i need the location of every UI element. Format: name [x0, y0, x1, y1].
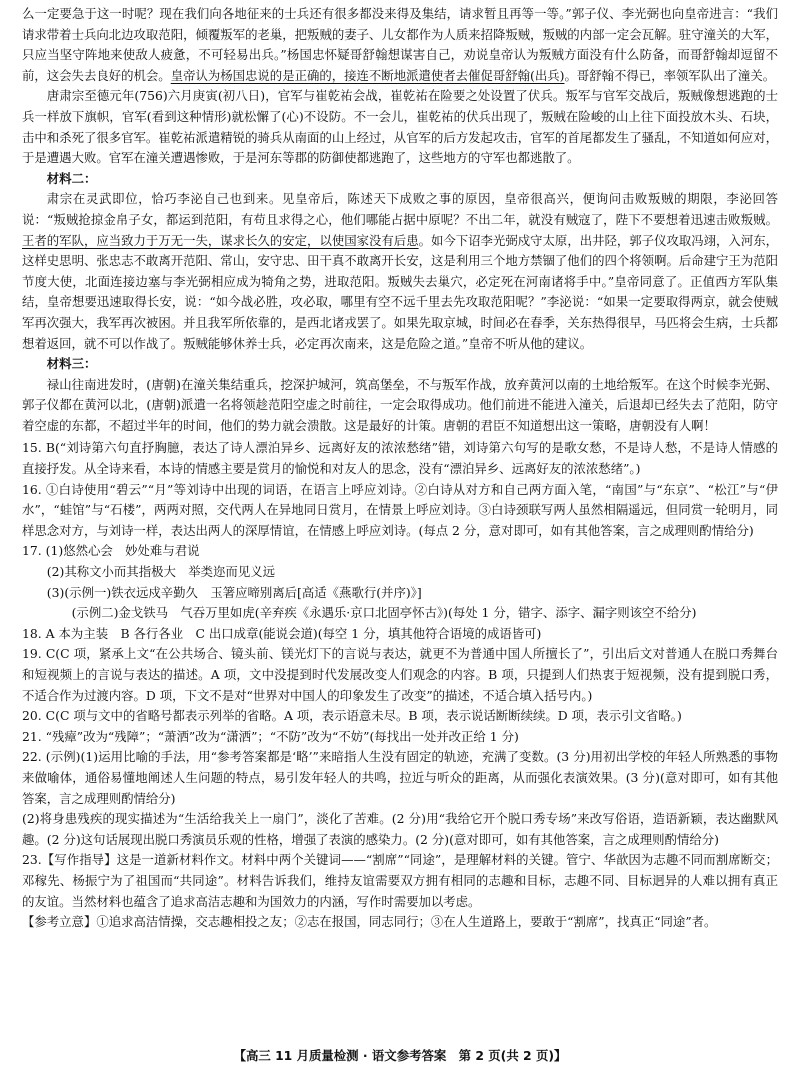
material3-heading: 材料三：: [46, 356, 97, 372]
material3-paragraph: 禄山往南进发时，(唐朝)在潼关集结重兵，挖深护城河，筑高堡垒，不与叛军作战，放弃黄河以南的土地给叛军。在这个时候李光弼、郭子仪都在黄河以北，(唐朝)派遣一名将领趁范阳空虚之时前往，一定会取得成功。他们前进不能进入潼关，后退却已经失去了范阳，防守着空虚的东都，不超过半年的时间，他们的势力就会溃散。这是最好的计策。唐朝的君臣不知道想出这一策略，唐朝没有人啊！: [22, 376, 778, 433]
answer-19: 19. C(C 项，紧承上文“在公共场合、镜头前、镁光灯下的言说与表达，就更不为普通中国人所擅长了”，引出后文对普通人在脱口秀舞台和短视频上的言说与表达的描述。A 项，文中没提到时代发展改变人们观念的内容。B 项，只提到人们热衷于短视频，没有提到脱口秀，不适合作为过渡内容。D 项，下文不是对“世界对中国人的印象发生了改变”的描述，不适合填入括号内。): [22, 646, 778, 703]
underlined-sentence: 王者的军队，应当致力于万无一失，谋求长久的安定，以使国家没有后患: [22, 232, 419, 248]
underlined-sentence: 皇帝认为杨国忠说的是正确的，接连不断地派遣使者去催促哥舒翰(出兵): [170, 67, 565, 83]
answer-16: 16. ①白诗使用“碧云”“月”等刘诗中出现的词语，在语言上呼应刘诗。②白诗从对方和自己两方面入笔，“南国”与“东京”、“松江”与“伊水”，“蛙馆”与“石楼”，两两对照，交代两人在异地同日赏月，在情景上呼应刘诗。③白诗颈联写两人虽然相隔遥远，但同赏一轮明月，同样思念对方，与刘诗一样，表达出两人的深厚情谊，在情感上呼应刘诗。(每点 2 分，意对即可，如有其他答案，言之成理则酌情给分): [22, 481, 778, 538]
answer-20: 20. C(C 项与文中的省略号都表示列举的省略。A 项，表示语意未尽。B 项，表示说话断断续续。D 项，表示引文省略。): [22, 708, 682, 724]
material2-heading: 材料二：: [46, 170, 97, 186]
answer-17-line1: 17. (1)悠然心会 妙处难与君说: [22, 543, 200, 559]
material1-paragraph1: 么一定要急于这一时呢？现在我们向各地征来的士兵还有很多都没来得及集结，请求暂且再等一等。”郭子仪、李光弼也向皇帝进言：“我们请求带着士兵向北边攻取范阳，倾覆叛军的老巢，把叛贼的妻子、儿女都作为人质来招降叛贼，叛贼的内部一定会瓦解。驻守潼关的大军，只应当坚守阵地来使敌人疲惫，不可轻易出兵。”杨国忠怀疑哥舒翰想谋害自己，劝说皇帝认为叛贼方面没有什么防备，而哥舒翰却逗留不前，这会失去良好的机会。皇帝认为杨国忠说的是正确的，接连不断地派遣使者去催促哥舒翰(出兵)。哥舒翰不得已，率领军队出了潼关。: [22, 6, 778, 83]
answer-17-line2: (2)其称文小而其指极大 举类迩而见义远: [46, 564, 275, 580]
answer-23-reference: 【参考立意】①追求高洁情操，交志趣相投之友；②志在报国，同志同行；③在人生道路上，要敢于“割席”，找真正“同途”者。: [22, 914, 717, 930]
answer-15: 15. B(“刘诗第六句直抒胸臆，表达了诗人漂泊异乡、远离好友的浓浓愁绪”错，刘诗第六句写的是歌女愁，不是诗人愁，不是诗人情感的直接抒发。从全诗来看，本诗的情感主要是赏月的愉悦和对友人的思念，没有“漂泊异乡、远离好友的浓浓愁绪”。): [22, 440, 778, 477]
answer-21: 21. “残瘴”改为“残障”；“萧洒”改为“潇洒”；“不防”改为“不妨”(每找出一处并改正给 1 分): [22, 728, 519, 744]
page-footer: 【高三 11 月质量检测 · 语文参考答案 第 2 页(共 2 页)】: [233, 1048, 567, 1063]
answer-18: 18. A 本为主装 B 各行各业 C 出口成章(能说会道)(每空 1 分，填其他符合语境的成语皆可): [22, 625, 542, 641]
material1-paragraph2: 唐肃宗至德元年(756)六月庚寅(初八日)，官军与崔乾祐会战，崔乾祐在险要之处设置了伏兵。叛军与官军交战后，叛贼像想逃跑的士兵一样放下旗帜，官军(看到这种情形)就松懈了(心)不设防。不一会儿，崔乾祐的伏兵出现了，叛贼在险峻的山上往下面投放木头、石块，击中和杀死了很多官军。崔乾祐派遣精锐的骑兵从南面的山上经过，从官军的后方发起攻击，官军的首尾都发生了骚乱，不知道如何应对，于是遭遇大败。官军在潼关遭遇惨败，于是河东等郡的防御使都逃跑了，这些地方的守军也都逃散了。: [22, 88, 778, 166]
material2-paragraph: 肃宗在灵武即位，恰巧李泌自己也到来。见皇帝后，陈述天下成败之事的原因，皇帝很高兴，便询问击败叛贼的期限，李泌回答说：“叛贼抢掠金帛子女，都运到范阳，有苟且求得之心，他们哪能占据中原呢？不出二年，就没有贼寇了，陛下不要想着迅速击败叛贼。王者的军队，应当致力于万无一失，谋求长久的安定，以使国家没有后患。如今下诏李光弼戍守太原，出井陉，郭子仪攻取冯翊，入河东，这样史思明、张忠志不敢离开范阳、常山，安守忠、田干真不敢离开长安，这是利用三个地方禁锢了他们的四个将领啊。后命建宁王为范阳节度大使，北面连接边塞与李光弼相应成为犄角之势，进取范阳。叛贼失去巢穴，必定死在河南诸将手中。”皇帝同意了。正值西方军队集结，皇帝想要迅速取得长安，说：“如今战必胜，攻必取，哪里有空不远千里去先攻取范阳呢？”李泌说：“如果一定要取得两京，就会使贼军再次强大，我军再次被困。并且我军所依靠的，是西北诸戎罢了。如果先取京城，时间必在春季，关东热得很早，马匹将会生病，士兵都想着返回，就不可以作战了。叛贼能够休养士兵，必定再次南来，这是危险之道。”皇帝不听从他的建议。: [22, 191, 779, 351]
answer-23-guidance: 23.【写作指导】这是一道新材料作文。材料中两个关键词——“割席”“同途”，是理解材料的关键。管宁、华歆因为志趣不同而割席断交；邓稼先、杨振宁为了祖国而“共同途”。材料告诉我们，维持友谊需要双方拥有相同的志趣和目标，志趣不同、目标迥异的人难以拥有真正的友谊。当然材料也蕴含了追求高洁志趣和为国效力的内涵，写作时需要加以考虑。: [22, 852, 778, 909]
answer-17-line4: (示例二)金戈铁马 气吞万里如虎(辛弃疾《永遇乐·京口北固亭怀古》)(每处 1 分，错字、添字、漏字则该空不给分): [71, 605, 697, 621]
answer-17-line3: (3)(示例一)铁衣远戍辛勤久 玉箸应啼别离后[高适《燕歌行(并序)》]: [46, 584, 422, 600]
answer-22-part1: 22. (示例)(1)运用比喻的手法，用“参考答案都是‘略’”来暗指人生没有固定的轨迹，充满了变数。(3 分)用初出学校的年轻人所熟悉的事物来做喻体，通俗易懂地阐述人生问题的特点，易引发年轻人的共鸣，拉近与听众的距离，从而强化表演效果。(3 分)(意对即可，如有其他答案，言之成理则酌情给分): [22, 749, 778, 806]
answer-22-part2: (2)将身患残疾的现实描述为“生活给我关上一扇门”，淡化了苦难。(2 分)用“我给它开个脱口秀专场”来改写俗语，造语新颖，表达幽默风趣。(2 分)这句话展现出脱口秀演员乐观的性格，增强了表演的感染力。(2 分)(意对即可，如有其他答案，言之成理则酌情给分): [22, 811, 778, 847]
